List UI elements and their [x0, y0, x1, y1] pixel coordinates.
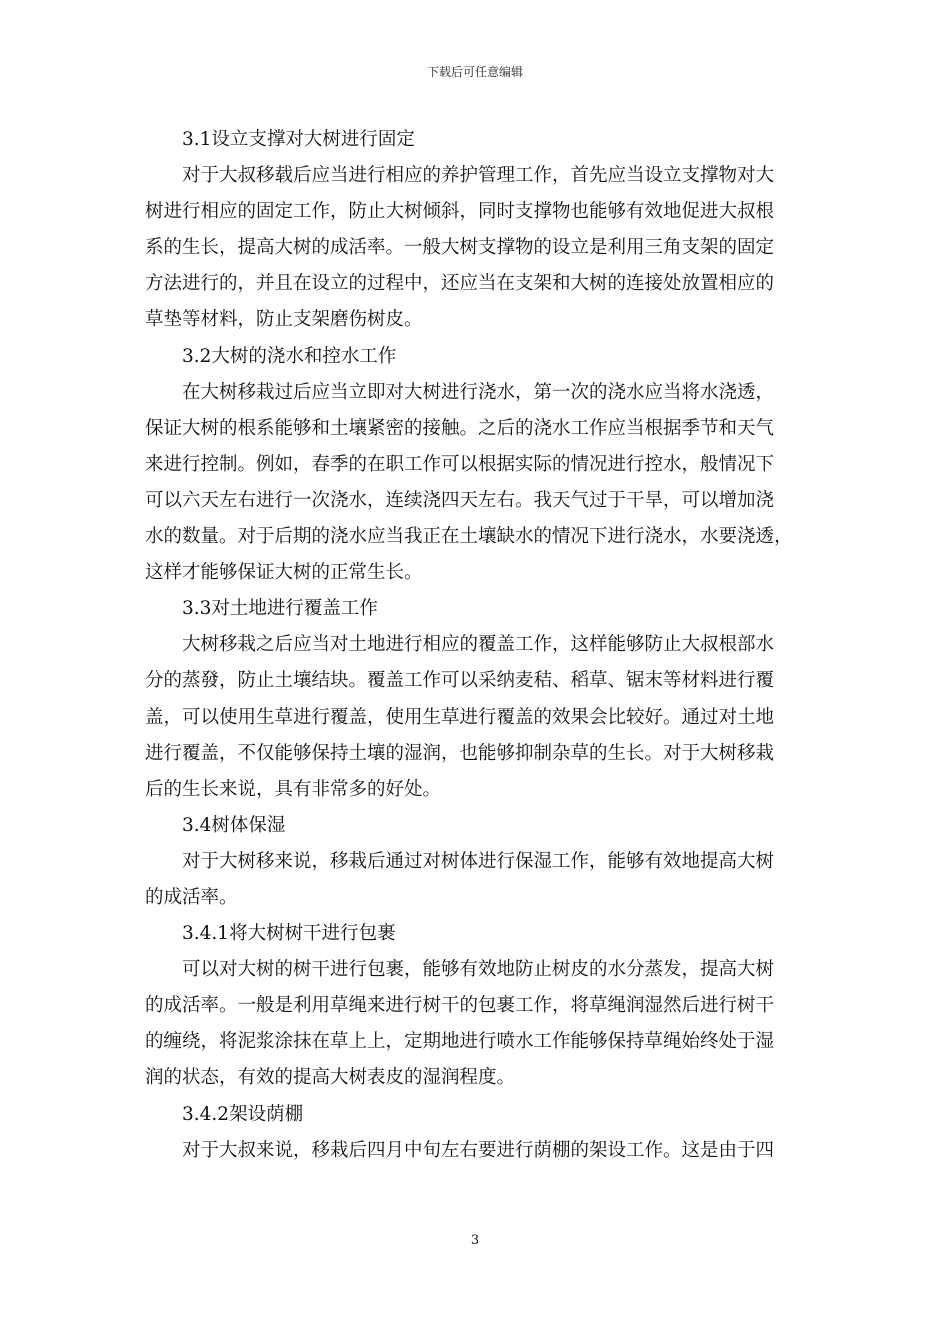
paragraph-line: 对于大叔来说，移栽后四月中旬左右要进行荫棚的架设工作。这是由于四 — [182, 1139, 775, 1161]
paragraph-line: 系的生长，提高大树的成活率。一般大树支撑物的设立是利用三角支架的固定 — [145, 237, 775, 259]
paragraph-line: 水的数量。对于后期的浇水应当我正在土壤缺水的情况下进行浇水，水要浇透， — [145, 526, 793, 548]
section-heading: 3.3对土地进行覆盖工作 — [182, 598, 378, 620]
paragraph-line: 来进行控制。例如，春季的在职工作可以根据实际的情况进行控水，般情况下 — [145, 453, 775, 475]
section-heading: 3.4.1将大树树干进行包裹 — [182, 923, 396, 945]
page-number: 3 — [470, 1233, 480, 1248]
section-heading: 3.4.2架设荫棚 — [182, 1103, 304, 1125]
section-heading: 3.4树体保湿 — [182, 814, 286, 836]
page-header: 下载后可任意编辑 — [426, 65, 523, 79]
section-heading: 3.2大树的浇水和控水工作 — [182, 345, 397, 367]
paragraph-line: 对于大树移来说，移栽后通过对树体进行保湿工作，能够有效地提高大树 — [182, 850, 775, 872]
paragraph-line: 的成活率。一般是利用草绳来进行树干的包裹工作，将草绳润湿然后进行树干 — [145, 995, 775, 1017]
document-body — [145, 122, 811, 1169]
paragraph-line: 这样才能够保证大树的正常生长。 — [145, 562, 423, 584]
paragraph-line: 盖，可以使用生草进行覆盖，使用生草进行覆盖的效果会比较好。通过对土地 — [145, 706, 775, 728]
paragraph-line: 草垫等材料，防止支架磨伤树皮。 — [145, 309, 423, 331]
paragraph-line: 保证大树的根系能够和土壤紧密的接触。之后的浇水工作应当根据季节和天气 — [145, 417, 775, 439]
paragraph-line: 可以六天左右进行一次浇水，连续浇四天左右。我天气过于干旱，可以增加浇 — [145, 489, 775, 511]
paragraph-line: 进行覆盖，不仅能够保持土壤的湿润，也能够抑制杂草的生长。对于大树移栽 — [145, 742, 775, 764]
paragraph-line: 后的生长来说，具有非常多的好处。 — [145, 778, 442, 800]
paragraph-line: 在大树移栽过后应当立即对大树进行浇水，第一次的浇水应当将水浇透， — [182, 381, 775, 403]
paragraph-line: 的成活率。 — [145, 886, 238, 908]
paragraph-line: 的缠绕，将泥浆涂抹在草上上，定期地进行喷水工作能够保持草绳始终处于湿 — [145, 1031, 775, 1053]
paragraph-line: 润的状态，有效的提高大树表皮的湿润程度。 — [145, 1067, 516, 1089]
section-heading: 3.1设立支撑对大树进行固定 — [182, 129, 415, 150]
paragraph-line: 对于大叔移载后应当进行相应的养护管理工作，首先应当设立支撑物对大 — [182, 165, 775, 187]
paragraph-line: 方法进行的，并且在设立的过程中，还应当在支架和大树的连接处放置相应的 — [145, 273, 775, 295]
paragraph-line: 可以对大树的树干进行包裹，能够有效地防止树皮的水分蒸发，提高大树 — [182, 959, 775, 981]
paragraph-line: 树进行相应的固定工作，防止大树倾斜，同时支撑物也能够有效地促进大叔根 — [145, 201, 775, 223]
paragraph-line: 大树移栽之后应当对土地进行相应的覆盖工作，这样能够防止大叔根部水 — [182, 634, 775, 656]
paragraph-line: 分的蒸發，防止土壤结块。覆盖工作可以采纳麦秸、稻草、锯末等材料进行覆 — [145, 670, 775, 692]
